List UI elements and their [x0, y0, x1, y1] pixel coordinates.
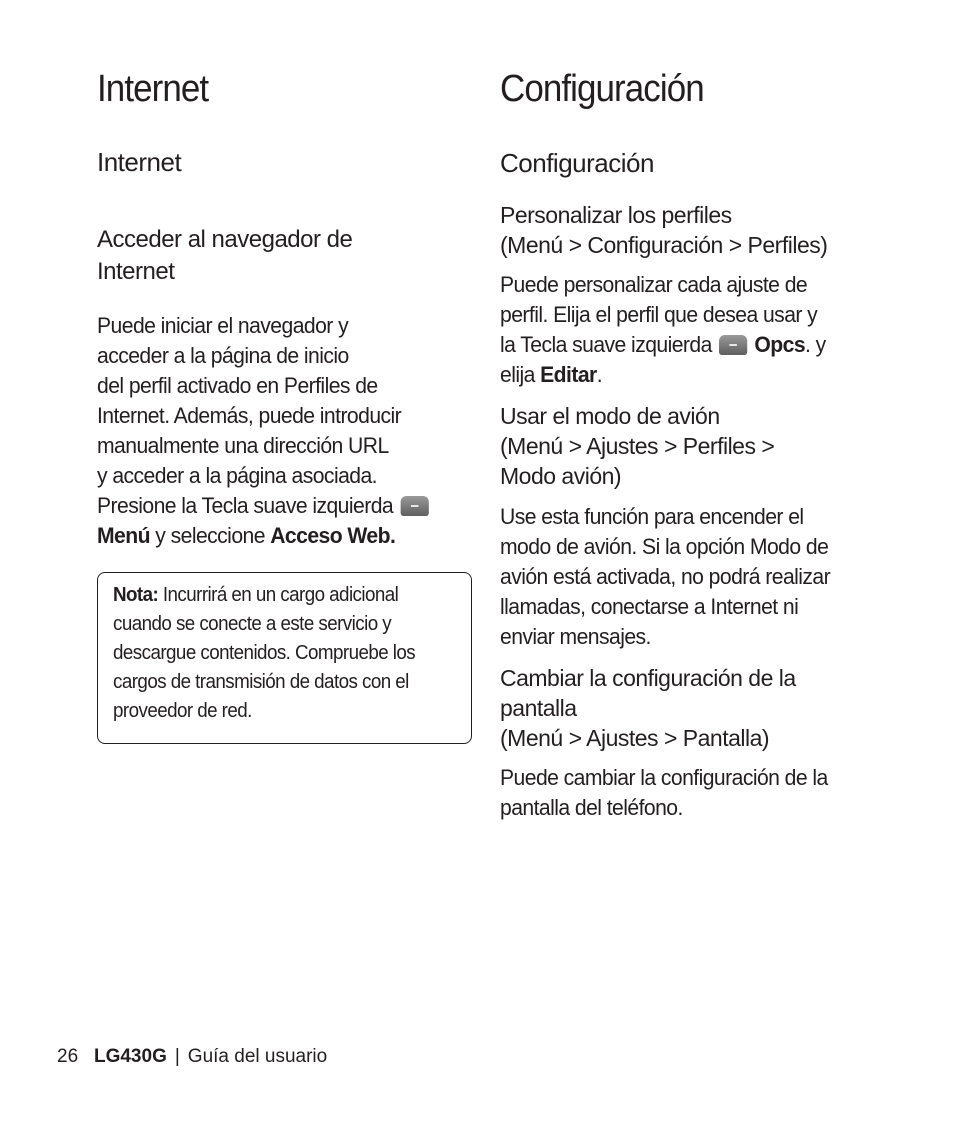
profiles-heading: [500, 200, 827, 260]
body-line: [97, 491, 430, 521]
heading-line: Cambiar la configuración de la: [500, 665, 796, 691]
menu-path: (Menú > Ajustes > Pantalla): [500, 725, 770, 751]
body-line: manualmente una dirección URL: [97, 433, 389, 458]
body-line: Puede personalizar cada ajuste de: [500, 272, 808, 297]
body-line-text: elija: [500, 362, 541, 387]
body-line: Internet. Además, puede introducir: [97, 403, 402, 428]
body-line: modo de avión. Si la opción Modo de: [500, 534, 829, 559]
body-line: Puede cambiar la configuración de la: [500, 765, 828, 790]
body-line: del perfil activado en Perfiles de: [97, 373, 378, 398]
airplane-body-text: [500, 502, 830, 652]
note-line: descargue contenidos. Compruebe los: [113, 642, 416, 664]
body-line-text: la Tecla suave izquierda: [500, 332, 718, 357]
web-access-label: Acceso Web.: [270, 523, 396, 548]
note-line: cargos de transmisión de datos con el: [113, 671, 409, 693]
note-text: [113, 581, 415, 726]
model-name: LG430G: [93, 1046, 167, 1067]
section-heading-internet: Internet: [97, 147, 182, 177]
heading-line: pantalla: [500, 695, 577, 721]
screen-body-text: [500, 763, 828, 823]
section-heading-configuration: Configuración: [500, 148, 654, 178]
subheading-line: Internet: [97, 258, 175, 285]
body-line: Puede iniciar el navegador y: [97, 313, 349, 338]
left-soft-key-icon: [400, 496, 428, 516]
body-line: y acceder a la página asociada.: [97, 463, 378, 488]
editar-label: Editar: [540, 362, 597, 387]
note-line: Incurrirá en un cargo adicional: [158, 584, 399, 606]
note-line: cuando se conecte a este servicio y: [113, 613, 392, 635]
subheading-line: Acceder al navegador de: [97, 226, 353, 253]
page-title-left: Internet: [97, 68, 209, 110]
body-line: acceder a la página de inicio: [97, 343, 349, 368]
page-footer: [57, 1046, 327, 1068]
body-line: [500, 330, 826, 360]
browser-body-text: [97, 311, 430, 551]
body-line-text: . y: [805, 332, 826, 357]
footer-separator: |: [174, 1046, 180, 1067]
heading-line: Personalizar los perfiles: [500, 202, 732, 228]
menu-path: (Menú > Ajustes > Perfiles >: [500, 433, 775, 459]
screen-heading: [500, 663, 796, 753]
body-line: avión está activada, no podrá realizar: [500, 564, 831, 589]
note-line: proveedor de red.: [113, 700, 252, 722]
page-title-right: Configuración: [500, 68, 704, 110]
page-number: 26: [57, 1046, 79, 1067]
menu-label: Menú: [97, 523, 150, 548]
body-line: Use esta función para encender el: [500, 504, 804, 529]
airplane-heading: [500, 401, 774, 491]
body-line: llamadas, conectarse a Internet ni: [500, 594, 799, 619]
menu-path: (Menú > Configuración > Perfiles): [500, 232, 828, 258]
body-line: perfil. Elija el perfil que desea usar y: [500, 302, 818, 327]
opcs-label: Opcs: [754, 332, 806, 357]
note-label: Nota:: [113, 584, 159, 606]
guide-title: Guía del usuario: [187, 1046, 328, 1067]
note-box: [97, 572, 472, 744]
body-line: enviar mensajes.: [500, 624, 651, 649]
subheading-browser: [97, 224, 352, 288]
body-line-text: y seleccione: [149, 523, 271, 548]
menu-path: Modo avión): [500, 463, 622, 489]
profiles-body-text: [500, 270, 826, 390]
body-line: [97, 521, 430, 551]
body-line-text: Presione la Tecla suave izquierda: [97, 493, 394, 518]
body-line: pantalla del teléfono.: [500, 795, 683, 820]
body-line-text: .: [596, 362, 603, 387]
heading-line: Usar el modo de avión: [500, 403, 720, 429]
body-line: [500, 360, 826, 390]
left-soft-key-icon: [719, 335, 747, 355]
